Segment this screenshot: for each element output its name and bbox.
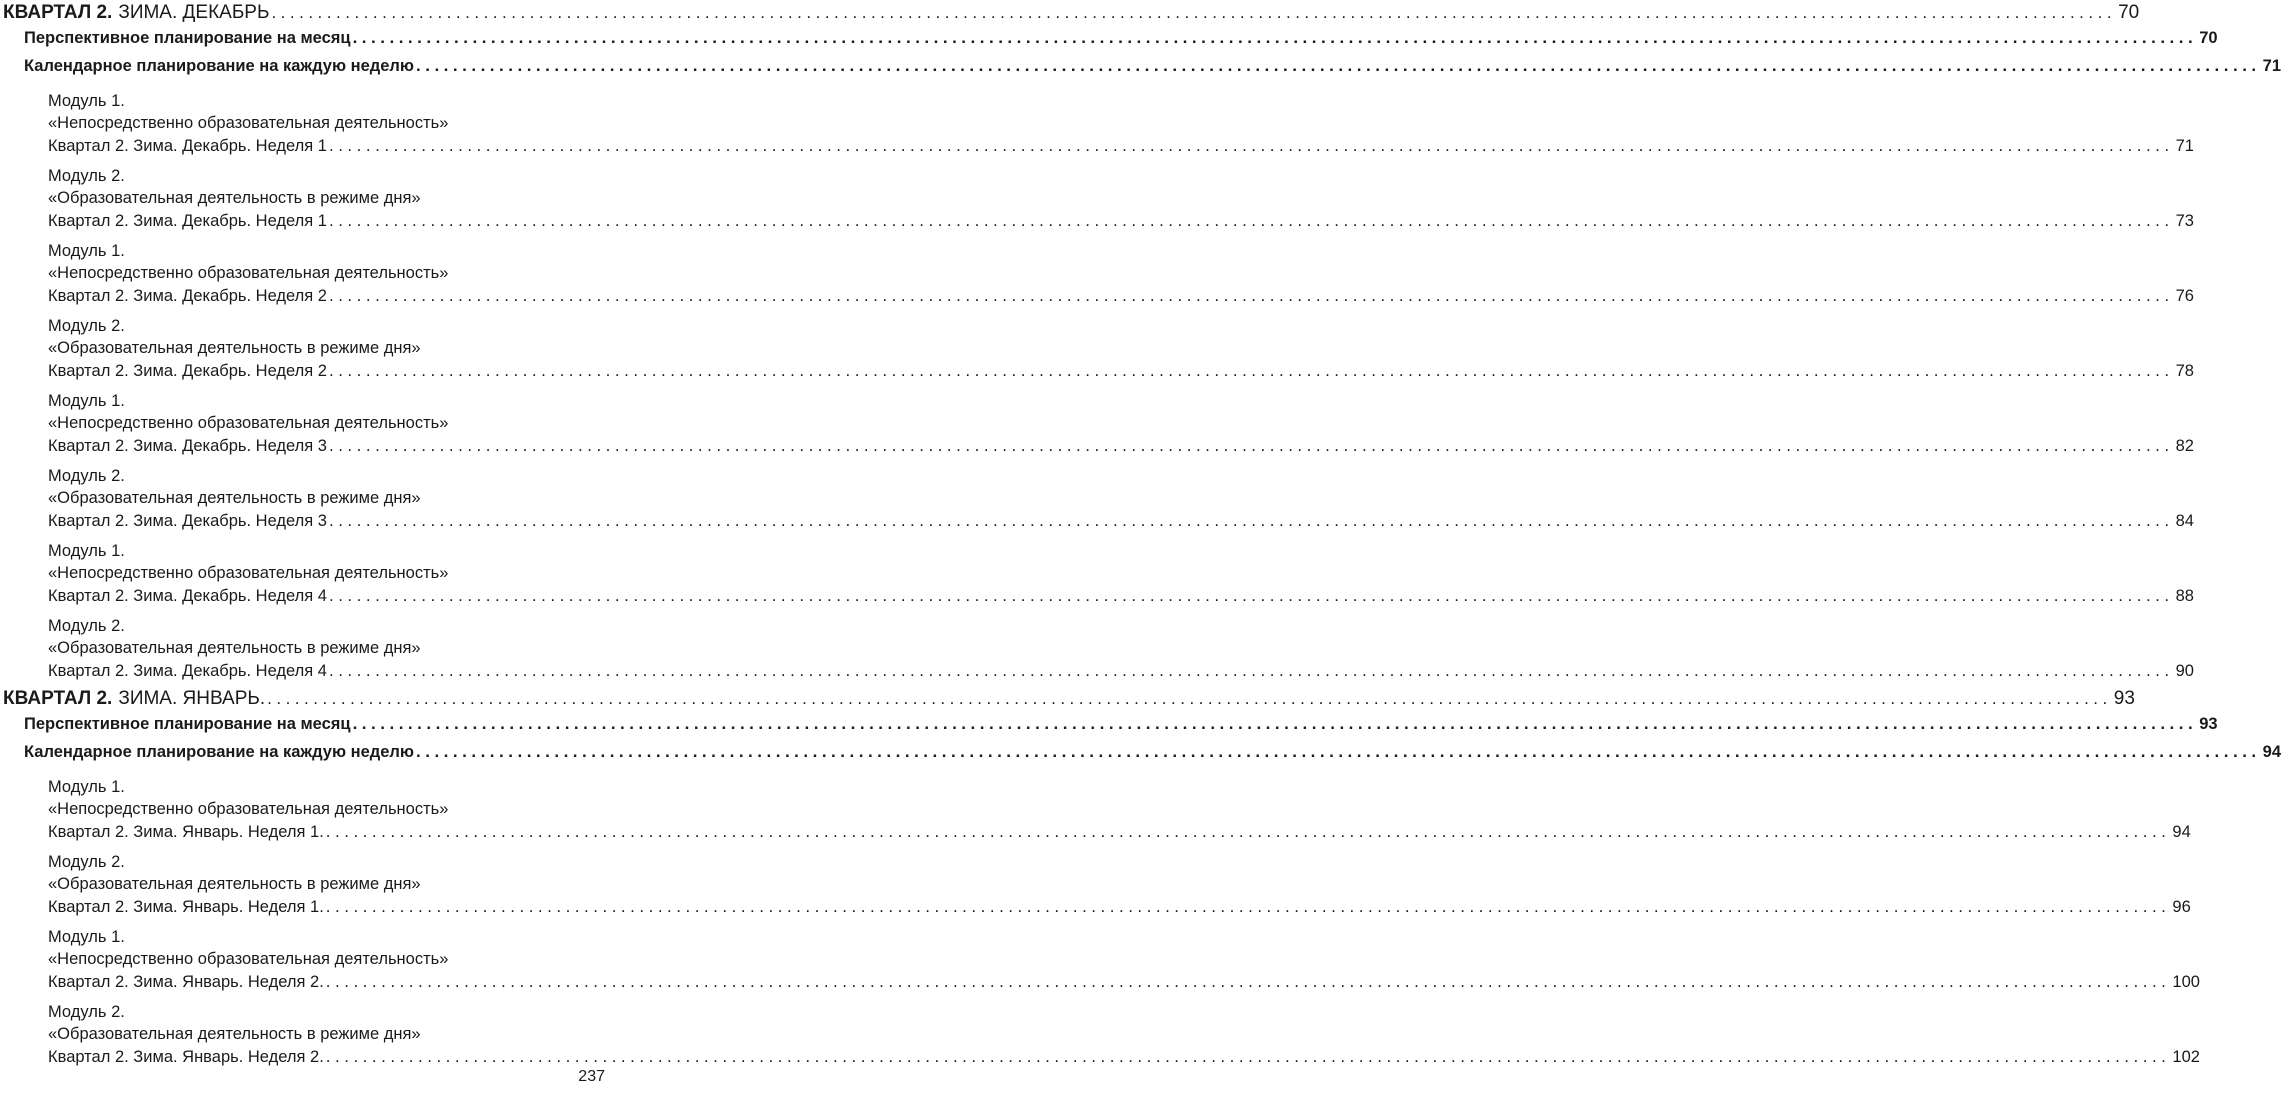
quarter-title: ЗИМА. ЯНВАРЬ. — [118, 688, 266, 709]
activity-title: «Непосредственно образовательная деятельность» — [48, 950, 449, 968]
dot-leader: ........................................................................................................................................................................................................ — [271, 3, 2117, 22]
module-entry[interactable] — [48, 436, 2194, 456]
page-ref: 78 — [2175, 362, 2194, 380]
dot-leader: ........................................................................................................................................................................................................ — [325, 822, 2171, 841]
dot-leader: ........................................................................................................................................................................................................ — [325, 1047, 2171, 1066]
module-label: Модуль 2. — [48, 317, 125, 335]
activity-title: «Непосредственно образовательная деятельность» — [48, 564, 449, 582]
page-ref: 70 — [2118, 2, 2140, 23]
subsection-entry[interactable] — [24, 28, 2218, 48]
page-ref: 94 — [2172, 823, 2191, 841]
dot-leader: ........................................................................................................................................................................................................ — [267, 689, 2112, 708]
page-ref: 93 — [2199, 715, 2218, 733]
dot-leader: ........................................................................................................................................................................................................ — [325, 972, 2171, 991]
page-number: 237 — [578, 1068, 605, 1085]
entry-title: Квартал 2. Зима. Декабрь. Неделя 3 — [48, 437, 327, 455]
module-label: Модуль 1. — [48, 778, 125, 796]
quarter-title: ЗИМА. ДЕКАБРЬ — [118, 2, 270, 23]
module-label: Модуль 1. — [48, 542, 125, 560]
module-label: Модуль 2. — [48, 1003, 125, 1021]
dot-leader: ........................................................................................................................................................................................................ — [328, 661, 2174, 680]
activity-title: «Образовательная деятельность в режиме дня» — [48, 639, 421, 657]
page-ref: 71 — [2262, 57, 2281, 75]
activity-title: «Образовательная деятельность в режиме дня» — [48, 875, 421, 893]
activity-title: «Непосредственно образовательная деятельность» — [48, 114, 449, 132]
module-entry[interactable] — [48, 361, 2194, 381]
activity-title: «Образовательная деятельность в режиме дня» — [48, 339, 421, 357]
page-ref: 96 — [2172, 898, 2191, 916]
page-ref: 71 — [2175, 137, 2194, 155]
dot-leader: ........................................................................................................................................................................................................ — [328, 286, 2174, 305]
dot-leader: ........................................................................................................................................................................................................ — [328, 361, 2174, 380]
entry-title: Квартал 2. Зима. Декабрь. Неделя 1 — [48, 137, 327, 155]
page-ref: 100 — [2172, 973, 2200, 991]
subsection-title: Календарное планирование на каждую неделю — [24, 743, 415, 761]
entry-title: Квартал 2. Зима. Январь. Неделя 2. — [48, 1048, 324, 1066]
entry-title: Квартал 2. Зима. Декабрь. Неделя 3 — [48, 512, 327, 530]
subsection-entry[interactable] — [24, 56, 2281, 76]
activity-title: «Непосредственно образовательная деятельность» — [48, 264, 449, 282]
module-label: Модуль 2. — [48, 853, 125, 871]
dot-leader: ........................................................................................................................................................................................................ — [328, 211, 2174, 230]
dot-leader: ........................................................................................................................................................................................................ — [416, 742, 2261, 761]
module-entry[interactable] — [48, 1047, 2200, 1067]
activity-title: «Образовательная деятельность в режиме дня» — [48, 489, 421, 507]
module-entry[interactable] — [48, 972, 2200, 992]
dot-leader: ........................................................................................................................................................................................................ — [328, 136, 2174, 155]
page-ref: 93 — [2113, 688, 2135, 709]
quarter-heading[interactable] — [3, 2, 2140, 24]
dot-leader: ........................................................................................................................................................................................................ — [328, 586, 2174, 605]
module-entry[interactable] — [48, 136, 2194, 156]
module-entry[interactable] — [48, 661, 2194, 681]
entry-title: Квартал 2. Зима. Январь. Неделя 1. — [48, 823, 324, 841]
dot-leader: ........................................................................................................................................................................................................ — [328, 511, 2174, 530]
quarter-heading[interactable] — [3, 688, 2135, 710]
module-entry[interactable] — [48, 897, 2191, 917]
activity-title: «Образовательная деятельность в режиме дня» — [48, 189, 421, 207]
dot-leader: ........................................................................................................................................................................................................ — [416, 56, 2261, 75]
entry-title: Квартал 2. Зима. Декабрь. Неделя 4 — [48, 587, 327, 605]
module-label: Модуль 2. — [48, 167, 125, 185]
module-entry[interactable] — [48, 211, 2194, 231]
dot-leader: ........................................................................................................................................................................................................ — [352, 28, 2198, 47]
page-ref: 73 — [2175, 212, 2194, 230]
activity-title: «Непосредственно образовательная деятельность» — [48, 414, 449, 432]
module-entry[interactable] — [48, 511, 2194, 531]
entry-title: Квартал 2. Зима. Декабрь. Неделя 4 — [48, 662, 327, 680]
entry-title: Квартал 2. Зима. Январь. Неделя 2. — [48, 973, 324, 991]
page-ref: 82 — [2175, 437, 2194, 455]
module-entry[interactable] — [48, 586, 2194, 606]
quarter-label: КВАРТАЛ 2. — [3, 2, 113, 23]
dot-leader: ........................................................................................................................................................................................................ — [325, 897, 2171, 916]
quarter-label: КВАРТАЛ 2. — [3, 688, 113, 709]
page-ref: 90 — [2175, 662, 2194, 680]
activity-title: «Образовательная деятельность в режиме дня» — [48, 1025, 421, 1043]
subsection-title: Перспективное планирование на месяц — [24, 715, 351, 733]
page-ref: 94 — [2262, 743, 2281, 761]
page-ref: 88 — [2175, 587, 2194, 605]
module-entry[interactable] — [48, 286, 2194, 306]
page-ref: 84 — [2175, 512, 2194, 530]
entry-title: Квартал 2. Зима. Декабрь. Неделя 1 — [48, 212, 327, 230]
module-label: Модуль 1. — [48, 92, 125, 110]
module-entry[interactable] — [48, 822, 2191, 842]
subsection-title: Перспективное планирование на месяц — [24, 29, 351, 47]
subsection-entry[interactable] — [24, 714, 2218, 734]
subsection-title: Календарное планирование на каждую неделю — [24, 57, 415, 75]
module-label: Модуль 2. — [48, 467, 125, 485]
entry-title: Квартал 2. Зима. Январь. Неделя 1. — [48, 898, 324, 916]
page-ref: 102 — [2172, 1048, 2200, 1066]
activity-title: «Непосредственно образовательная деятельность» — [48, 800, 449, 818]
entry-title: Квартал 2. Зима. Декабрь. Неделя 2 — [48, 287, 327, 305]
module-label: Модуль 1. — [48, 392, 125, 410]
dot-leader: ........................................................................................................................................................................................................ — [352, 714, 2198, 733]
dot-leader: ........................................................................................................................................................................................................ — [328, 436, 2174, 455]
page-ref: 70 — [2199, 29, 2218, 47]
module-label: Модуль 1. — [48, 928, 125, 946]
module-label: Модуль 1. — [48, 242, 125, 260]
module-label: Модуль 2. — [48, 617, 125, 635]
page-ref: 76 — [2175, 287, 2194, 305]
entry-title: Квартал 2. Зима. Декабрь. Неделя 2 — [48, 362, 327, 380]
subsection-entry[interactable] — [24, 742, 2281, 762]
